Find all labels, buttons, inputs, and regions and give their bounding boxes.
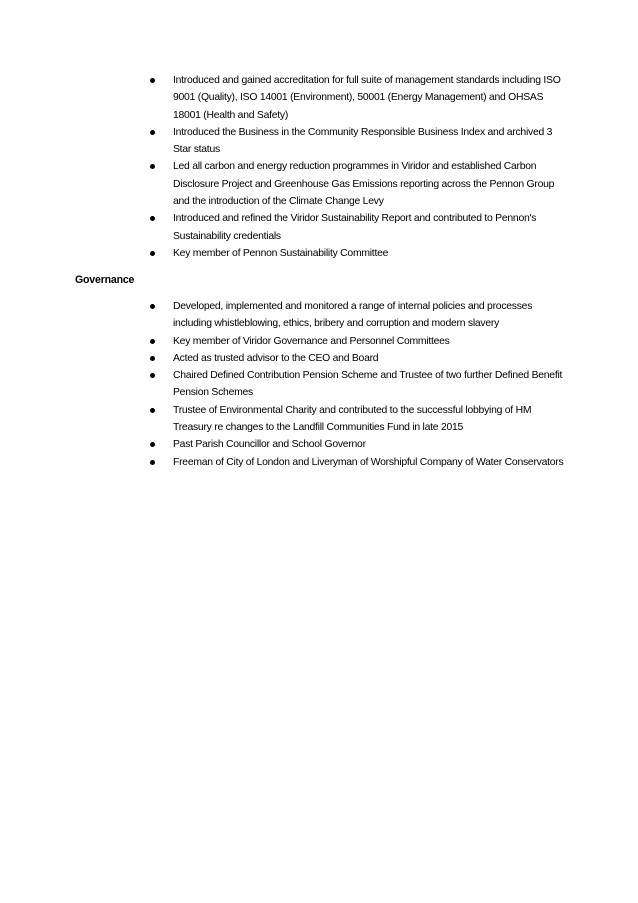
list-item (150, 124, 570, 159)
bullet-text: Key member of Pennon Sustainability Committee (173, 247, 389, 259)
governance-bullet-list (150, 298, 570, 471)
bullet-icon (150, 460, 155, 465)
bullet-icon (150, 251, 155, 256)
list-item (150, 72, 570, 124)
bullet-text: Freeman of City of London and Liveryman of Worshipful Company of Water Conservators (173, 456, 564, 468)
bullet-text: Introduced and gained accreditation for full suite of management standards including ISO 9001 (Quality), ISO 14001 (Environment), 50001 (Energy Management) and OHSAS 18001 (Health and Safety) (173, 75, 561, 121)
bullet-icon (150, 78, 155, 83)
bullet-icon (150, 130, 155, 135)
bullet-text: Trustee of Environmental Charity and contributed to the successful lobbying of HM Treasury re changes to the Landfill Communities Fund in late 2015 (173, 404, 532, 434)
bullet-text: Led all carbon and energy reduction programmes in Viridor and established Carbon Disclosure Project and Greenhouse Gas Emissions reporting across the Pennon Group and the introduction of the Climate Change Levy (173, 161, 555, 208)
list-item (150, 333, 570, 350)
bullet-text: Introduced and refined the Viridor Sustainability Report and contributed to Pennon's Sustainability credentials (173, 213, 537, 242)
list-item (150, 298, 570, 333)
bullet-icon (150, 304, 155, 309)
achievements-bullet-list (150, 72, 570, 262)
list-item (150, 402, 570, 437)
bullet-text: Introduced the Business in the Community Responsible Business Index and archived 3 Star status (173, 126, 553, 156)
list-item (150, 454, 570, 471)
bullet-text: Past Parish Councillor and School Governor (173, 439, 366, 451)
bullet-text: Key member of Viridor Governance and Personnel Committees (173, 335, 450, 347)
bullet-icon (150, 373, 155, 378)
bullet-icon (150, 356, 155, 361)
bullet-icon (150, 164, 155, 169)
bullet-text: Chaired Defined Contribution Pension Scheme and Trustee of two further Defined Benefit Pension Schemes (173, 370, 563, 399)
list-item (150, 245, 570, 262)
list-item (150, 158, 570, 210)
list-item (150, 436, 570, 453)
bullet-icon (150, 408, 155, 413)
list-item (150, 210, 570, 245)
list-item (150, 350, 570, 367)
bullet-icon (150, 442, 155, 447)
governance-heading: Governance (75, 274, 135, 286)
bullet-text: Developed, implemented and monitored a range of internal policies and processes including whistleblowing, ethics, bribery and corruption and modern slavery (173, 301, 533, 330)
bullet-icon (150, 216, 155, 221)
bullet-icon (150, 339, 155, 344)
bullet-text: Acted as trusted advisor to the CEO and Board (173, 352, 379, 364)
list-item (150, 367, 570, 402)
